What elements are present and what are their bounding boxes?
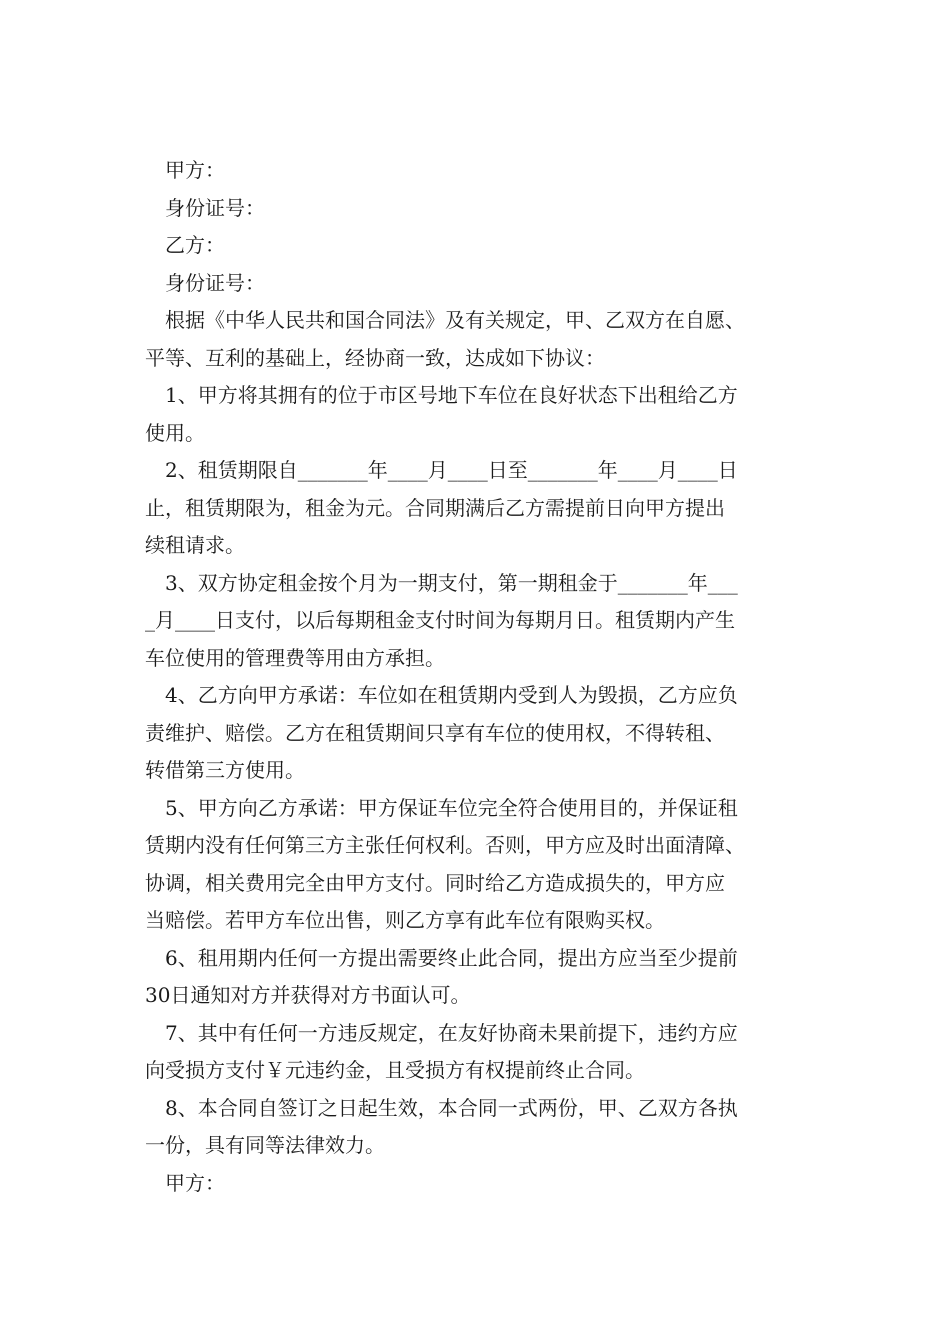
clause-8-line: 8、本合同自签订之日起生效，本合同一式两份，甲、乙双方各执	[165, 1095, 738, 1120]
preamble-line: 根据《中华人民共和国合同法》及有关规定，甲、乙双方在自愿、	[165, 308, 745, 332]
clause-2-line: 续租请求。	[145, 533, 245, 557]
clause-8-line: 一份，具有同等法律效力。	[145, 1133, 385, 1157]
preamble-line: 平等、互利的基础上，经协商一致，达成如下协议：	[145, 345, 605, 370]
clause-1-line: 1、甲方将其拥有的位于市区号地下车位在良好状态下出租给乙方	[165, 383, 738, 407]
clause-4-line: 责维护、赔偿。乙方在租赁期间只享有车位的使用权，不得转租、	[145, 720, 725, 745]
signature-party-a-label: 甲方：	[165, 1170, 225, 1195]
clause-7-line: 向受损方支付￥元违约金，且受损方有权提前终止合同。	[145, 1058, 645, 1082]
party-b-id-label: 身份证号：	[165, 270, 265, 295]
clause-3-line: 3、双方协定租金按个月为一期支付，第一期租金于_______年___	[165, 570, 738, 595]
party-a-label: 甲方：	[165, 158, 225, 182]
contract-document	[145, 152, 810, 1202]
clause-5-line: 5、甲方向乙方承诺：甲方保证车位完全符合使用目的，并保证租	[165, 795, 738, 820]
clause-5-line: 协调，相关费用完全由甲方支付。同时给乙方造成损失的，甲方应	[145, 870, 725, 895]
clause-2-line: 止，租赁期限为，租金为元。合同期满后乙方需提前日向甲方提出	[145, 495, 725, 520]
party-b-label: 乙方：	[165, 233, 225, 257]
clause-1-line: 使用。	[145, 420, 205, 445]
clause-7-line: 7、其中有任何一方违反规定，在友好协商未果前提下，违约方应	[165, 1020, 738, 1045]
clause-5-line: 当赔偿。若甲方车位出售，则乙方享有此车位有限购买权。	[145, 908, 665, 932]
clause-3-line: 车位使用的管理费等用由方承担。	[145, 645, 445, 670]
party-a-id-label: 身份证号：	[165, 195, 265, 220]
clause-3-line: _月____日支付，以后每期租金支付时间为每期月日。租赁期内产生	[145, 608, 735, 632]
clause-2-line: 2、租赁期限自_______年____月____日至_______年____月____日	[165, 458, 738, 482]
clause-5-line: 赁期内没有任何第三方主张任何权利。否则，甲方应及时出面清障、	[145, 833, 745, 857]
clause-6-line: 6、租用期内任何一方提出需要终止此合同，提出方应当至少提前	[165, 945, 738, 970]
clause-4-line: 转借第三方使用。	[145, 758, 305, 782]
clause-6-line: 30日通知对方并获得对方书面认可。	[145, 983, 471, 1007]
clause-4-line: 4、乙方向甲方承诺：车位如在租赁期内受到人为毁损，乙方应负	[165, 683, 738, 707]
